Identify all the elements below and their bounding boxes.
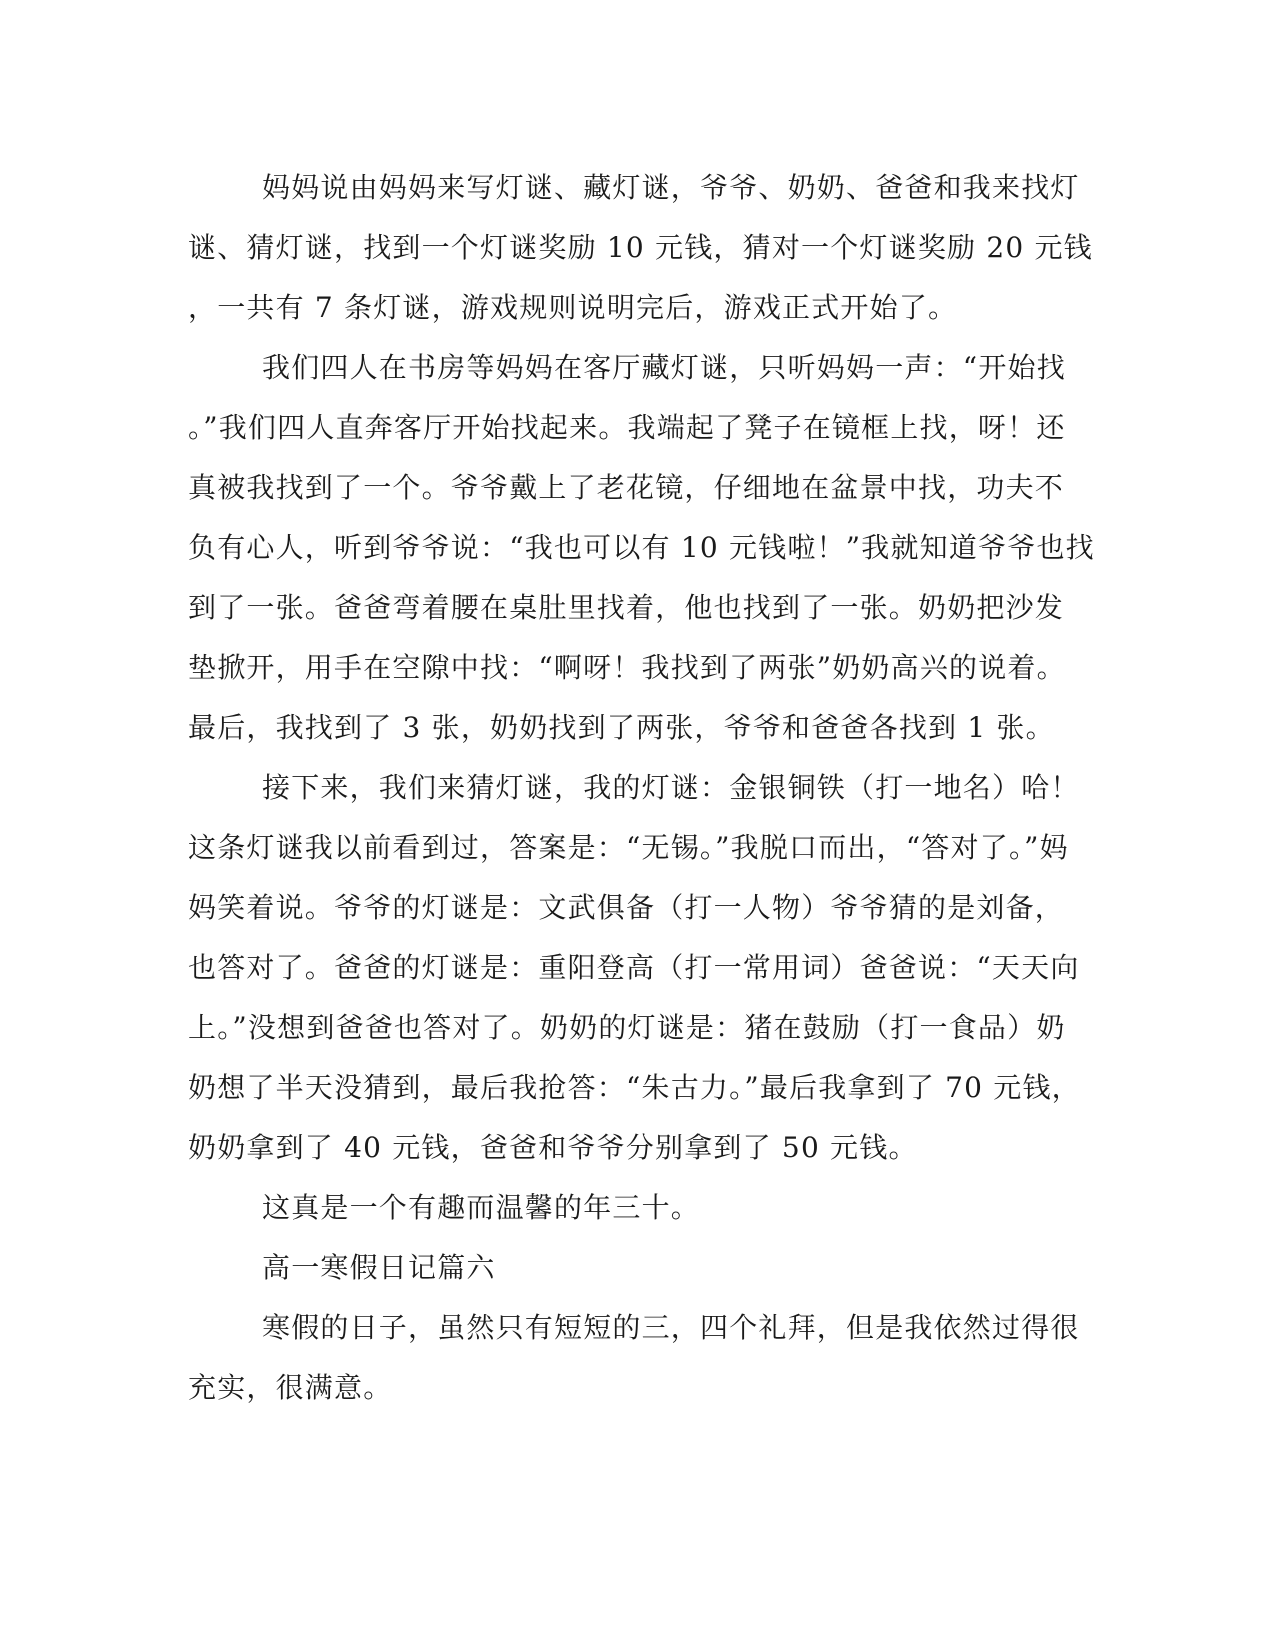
text-line: 妈妈说由妈妈来写灯谜、藏灯谜，爷爷、奶奶、爸爸和我来找灯 xyxy=(262,171,1080,204)
text-line: 奶奶拿到了 40 元钱，爸爸和爷爷分别拿到了 50 元钱。 xyxy=(188,1131,918,1164)
text-line: 上。”没想到爸爸也答对了。奶奶的灯谜是：猪在鼓励（打一食品）奶 xyxy=(188,1011,1066,1044)
text-line: 最后，我找到了 3 张，奶奶找到了两张，爷爷和爸爸各找到 1 张。 xyxy=(188,711,1055,744)
text-line: 垫掀开，用手在空隙中找：“啊呀！我找到了两张”奶奶高兴的说着。 xyxy=(188,651,1066,684)
section-heading: 高一寒假日记篇六 xyxy=(262,1251,496,1284)
text-line: 谜、猜灯谜，找到一个灯谜奖励 10 元钱，猜对一个灯谜奖励 20 元钱 xyxy=(188,231,1093,264)
text-line: 这真是一个有趣而温馨的年三十。 xyxy=(262,1191,701,1224)
text-line: 充实，很满意。 xyxy=(188,1371,393,1404)
text-line: 到了一张。爸爸弯着腰在桌肚里找着，他也找到了一张。奶奶把沙发 xyxy=(188,591,1065,624)
text-line: 寒假的日子，虽然只有短短的三，四个礼拜，但是我依然过得很 xyxy=(262,1311,1080,1344)
text-line: 接下来，我们来猜灯谜，我的灯谜：金银铜铁（打一地名）哈！ xyxy=(262,771,1080,804)
text-line: 负有心人，听到爷爷说：“我也可以有 10 元钱啦！”我就知道爷爷也找 xyxy=(188,531,1095,564)
text-line: 妈笑着说。爷爷的灯谜是：文武俱备（打一人物）爷爷猜的是刘备， xyxy=(188,891,1065,924)
text-line: 。”我们四人直奔客厅开始找起来。我端起了凳子在镜框上找，呀！还 xyxy=(188,411,1066,444)
text-line: 真被我找到了一个。爷爷戴上了老花镜，仔细地在盆景中找，功夫不 xyxy=(188,471,1065,504)
text-line: ，一共有 7 条灯谜，游戏规则说明完后，游戏正式开始了。 xyxy=(188,291,958,324)
text-line: 奶想了半天没猜到，最后我抢答：“朱古力。”最后我拿到了 70 元钱， xyxy=(188,1071,1081,1104)
text-line: 我们四人在书房等妈妈在客厅藏灯谜，只听妈妈一声：“开始找 xyxy=(262,351,1066,384)
text-line: 这条灯谜我以前看到过，答案是：“无锡。”我脱口而出，“答对了。”妈 xyxy=(188,831,1069,864)
document-body xyxy=(188,158,1095,1418)
text-line: 也答对了。爸爸的灯谜是：重阳登高（打一常用词）爸爸说：“天天向 xyxy=(188,951,1080,984)
